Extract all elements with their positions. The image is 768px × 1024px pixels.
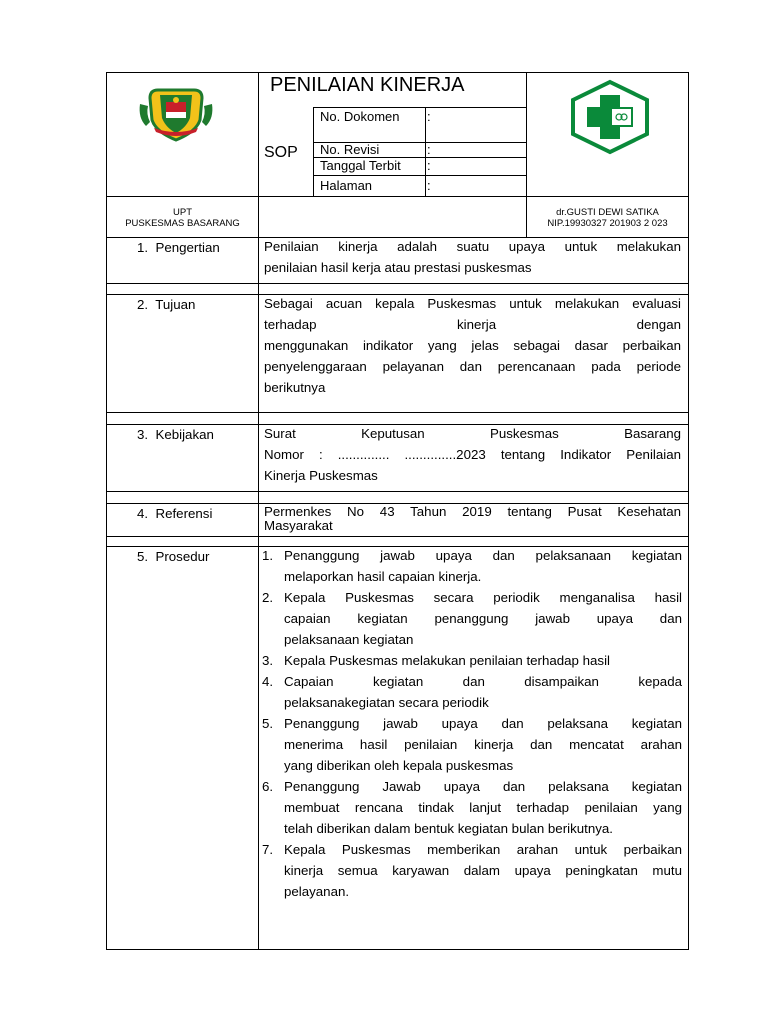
section-body-kebijakan (264, 423, 681, 486)
text-line: Penanggung jawab upaya dan pelaksana kegiatan (284, 716, 682, 731)
text-line: Masyarakat (264, 518, 333, 533)
puskesmas-cross-icon (568, 79, 652, 155)
signer-name: dr.GUSTI DEWI SATIKA (556, 207, 659, 218)
item-number: 6. (262, 779, 274, 794)
org-line-2: PUSKESMAS BASARANG (125, 218, 240, 229)
text-line: Kepala Puskesmas memberikan arahan untuk perbaikan (284, 842, 682, 857)
org-line-1: UPT (173, 207, 192, 218)
section-body-pengertian (264, 236, 681, 278)
procedure-list (262, 545, 682, 902)
item-number: 1. (262, 548, 274, 563)
procedure-item (262, 587, 682, 650)
section-number: 5. (137, 549, 149, 564)
section-title: Referensi (155, 506, 213, 521)
signer-block (527, 207, 688, 229)
sop-label: SOP (264, 144, 298, 161)
page-title: PENILAIAN KINERJA (270, 74, 465, 96)
text-line: menggunakan indikator yang jelas sebagai dasar perbaikan (264, 338, 681, 353)
section-label-pengertian (137, 240, 220, 256)
text-line: pelayanan. (284, 884, 350, 899)
text-line: Sebagai acuan kepala Puskesmas untuk melakukan evaluasi (264, 296, 681, 311)
meta-label-dokumen: No. Dokomen (320, 109, 400, 124)
text-line: Penanggung jawab upaya dan pelaksanaan kegiatan (284, 548, 682, 563)
signer-nip: NIP.19930327 201903 2 023 (547, 218, 668, 229)
organization-name (107, 207, 258, 229)
text-line: menerima hasil penilaian kinerja dan mencatat arahan (284, 737, 682, 752)
text-line: Kinerja Puskesmas (264, 468, 378, 483)
procedure-item (262, 545, 682, 587)
section-label-kebijakan (137, 427, 214, 443)
meta-value-revisi: : (427, 142, 431, 157)
section-title: Tujuan (155, 297, 196, 312)
text-line: penyelenggaraan pelayanan dan perencanaan pada periode (264, 359, 681, 374)
text-line: capaian kegiatan penanggung jawab upaya dan (284, 611, 682, 626)
procedure-item (262, 776, 682, 839)
section-number: 4. (137, 506, 149, 521)
section-number: 3. (137, 427, 149, 442)
meta-label-revisi: No. Revisi (320, 142, 380, 157)
item-number: 5. (262, 716, 274, 731)
text-line: penilaian hasil kerja atau prestasi puskesmas (264, 260, 532, 275)
procedure-item (262, 713, 682, 776)
section-label-tujuan (137, 297, 195, 313)
text-line: Penanggung Jawab upaya dan pelaksana kegiatan (284, 779, 682, 794)
section-body-referensi (264, 505, 681, 533)
meta-label-tanggal: Tanggal Terbit (320, 158, 401, 173)
section-title: Pengertian (155, 240, 220, 255)
section-label-prosedur (137, 549, 209, 565)
text-line: kinerja semua karyawan dalam upaya peningkatan mutu (284, 863, 682, 878)
text-line: membuat rencana tindak lanjut terhadap penilaian yang (284, 800, 682, 815)
text-line: Kepala Puskesmas melakukan penilaian terhadap hasil (284, 653, 610, 668)
meta-value-dokumen: : (427, 109, 431, 124)
section-number: 1. (137, 240, 149, 255)
item-number: 4. (262, 674, 274, 689)
section-number: 2. (137, 297, 149, 312)
text-line: pelaksanaan kegiatan (284, 632, 414, 647)
procedure-item (262, 650, 682, 671)
meta-value-tanggal: : (427, 158, 431, 173)
text-line: Surat Keputusan Puskesmas Basarang (264, 426, 681, 441)
item-number: 7. (262, 842, 274, 857)
text-line: yang diberikan oleh kepala puskesmas (284, 758, 514, 773)
section-title: Kebijakan (155, 427, 214, 442)
section-body-tujuan (264, 293, 681, 398)
text-line: Kepala Puskesmas secara periodik menganalisa hasil (284, 590, 682, 605)
item-number: 3. (262, 653, 274, 668)
text-line: Permenkes No 43 Tahun 2019 tentang Pusat Kesehatan (264, 504, 681, 519)
item-number: 2. (262, 590, 274, 605)
meta-label-halaman: Halaman (320, 178, 373, 193)
procedure-item (262, 671, 682, 713)
text-line: terhadap kinerja dengan (264, 317, 681, 332)
section-label-referensi (137, 506, 212, 522)
text-line: Nomor : .............. ..............2023 tentang Indikator Penilaian (264, 447, 681, 462)
section-title: Prosedur (155, 549, 210, 564)
text-line: pelaksanakegiatan secara periodik (284, 695, 489, 710)
text-line: telah diberikan dalam bentuk kegiatan bulan berikutnya. (284, 821, 613, 836)
procedure-item (262, 839, 682, 902)
text-line: melaporkan hasil capaian kinerja. (284, 569, 482, 584)
meta-value-halaman: : (427, 178, 431, 193)
text-line: Capaian kegiatan dan disampaikan kepada (284, 674, 682, 689)
regency-emblem-icon (136, 84, 216, 144)
text-line: berikutnya (264, 380, 326, 395)
text-line: Penilaian kinerja adalah suatu upaya untuk melakukan (264, 239, 681, 254)
